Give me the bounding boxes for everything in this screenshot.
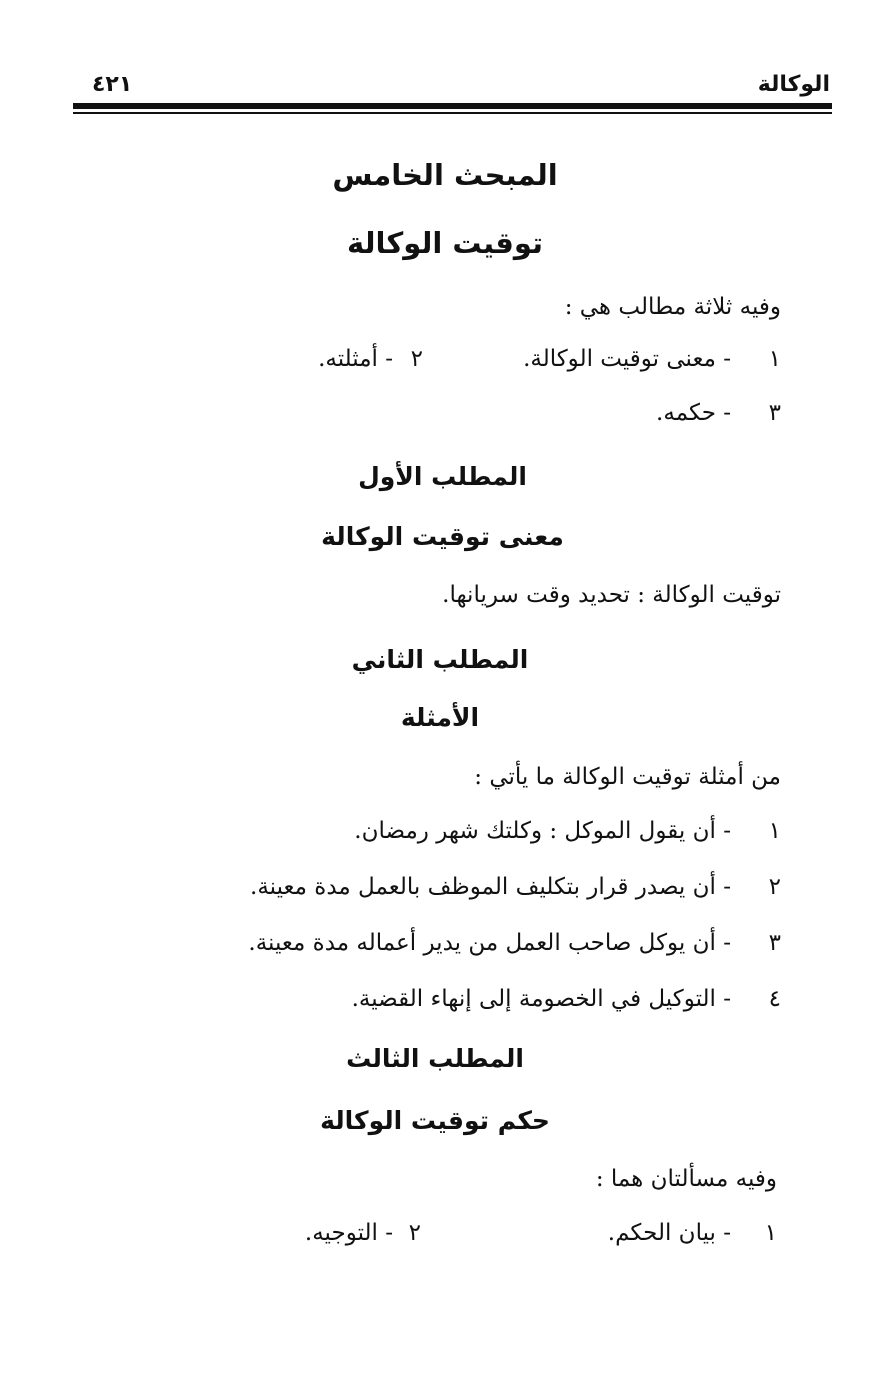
list-item-text: - التوكيل في الخصومة إلى إنهاء القضية. bbox=[351, 986, 731, 1012]
list-item-number: ١ bbox=[768, 346, 781, 372]
list-item-number: ٢ bbox=[768, 874, 781, 900]
page-header bbox=[78, 66, 830, 104]
matlab2-title: المطلب الثاني bbox=[351, 645, 529, 674]
list-item-text: - التوجيه. bbox=[304, 1220, 393, 1246]
section-intro: وفيه ثلاثة مطالب هي : bbox=[564, 294, 781, 320]
list-item-text: - أمثلته. bbox=[318, 346, 393, 372]
header-rule bbox=[73, 103, 832, 109]
page-number: ٤٢١ bbox=[92, 72, 133, 97]
list-item-text: - أن يوكل صاحب العمل من يدير أعماله مدة معينة. bbox=[248, 930, 731, 956]
matlab3-subtitle: حكم توقيت الوكالة bbox=[320, 1106, 550, 1135]
matlab1-body: توقيت الوكالة : تحديد وقت سريانها. bbox=[442, 582, 781, 608]
list-item-number: ٣ bbox=[768, 930, 781, 956]
section-title: المبحث الخامس bbox=[332, 158, 558, 192]
list-item-number: ٣ bbox=[768, 400, 781, 426]
list-item-text: - حكمه. bbox=[656, 400, 731, 426]
matlab1-title: المطلب الأول bbox=[358, 462, 527, 491]
list-item-number: ٢ bbox=[410, 346, 423, 372]
matlab2-intro: من أمثلة توقيت الوكالة ما يأتي : bbox=[474, 764, 781, 790]
section-subtitle: توقيت الوكالة bbox=[347, 226, 543, 260]
list-item-number: ١ bbox=[768, 818, 781, 844]
matlab3-intro: وفيه مسألتان هما : bbox=[595, 1166, 777, 1192]
list-item-text: - أن يصدر قرار بتكليف الموظف بالعمل مدة معينة. bbox=[250, 874, 731, 900]
list-item-text: - أن يقول الموكل : وكلتك شهر رمضان. bbox=[354, 818, 731, 844]
list-item-number: ١ bbox=[764, 1220, 777, 1246]
list-item-text: - بيان الحكم. bbox=[607, 1220, 731, 1246]
matlab2-subtitle: الأمثلة bbox=[400, 703, 480, 732]
matlab3-title: المطلب الثالث bbox=[346, 1044, 524, 1073]
list-item-text: - معنى توقيت الوكالة. bbox=[523, 346, 731, 372]
list-item-number: ٤ bbox=[768, 986, 781, 1012]
matlab1-subtitle: معنى توقيت الوكالة bbox=[321, 522, 564, 551]
running-title: الوكالة bbox=[757, 72, 830, 97]
header-rule-thin bbox=[73, 112, 832, 114]
list-item-number: ٢ bbox=[408, 1220, 421, 1246]
